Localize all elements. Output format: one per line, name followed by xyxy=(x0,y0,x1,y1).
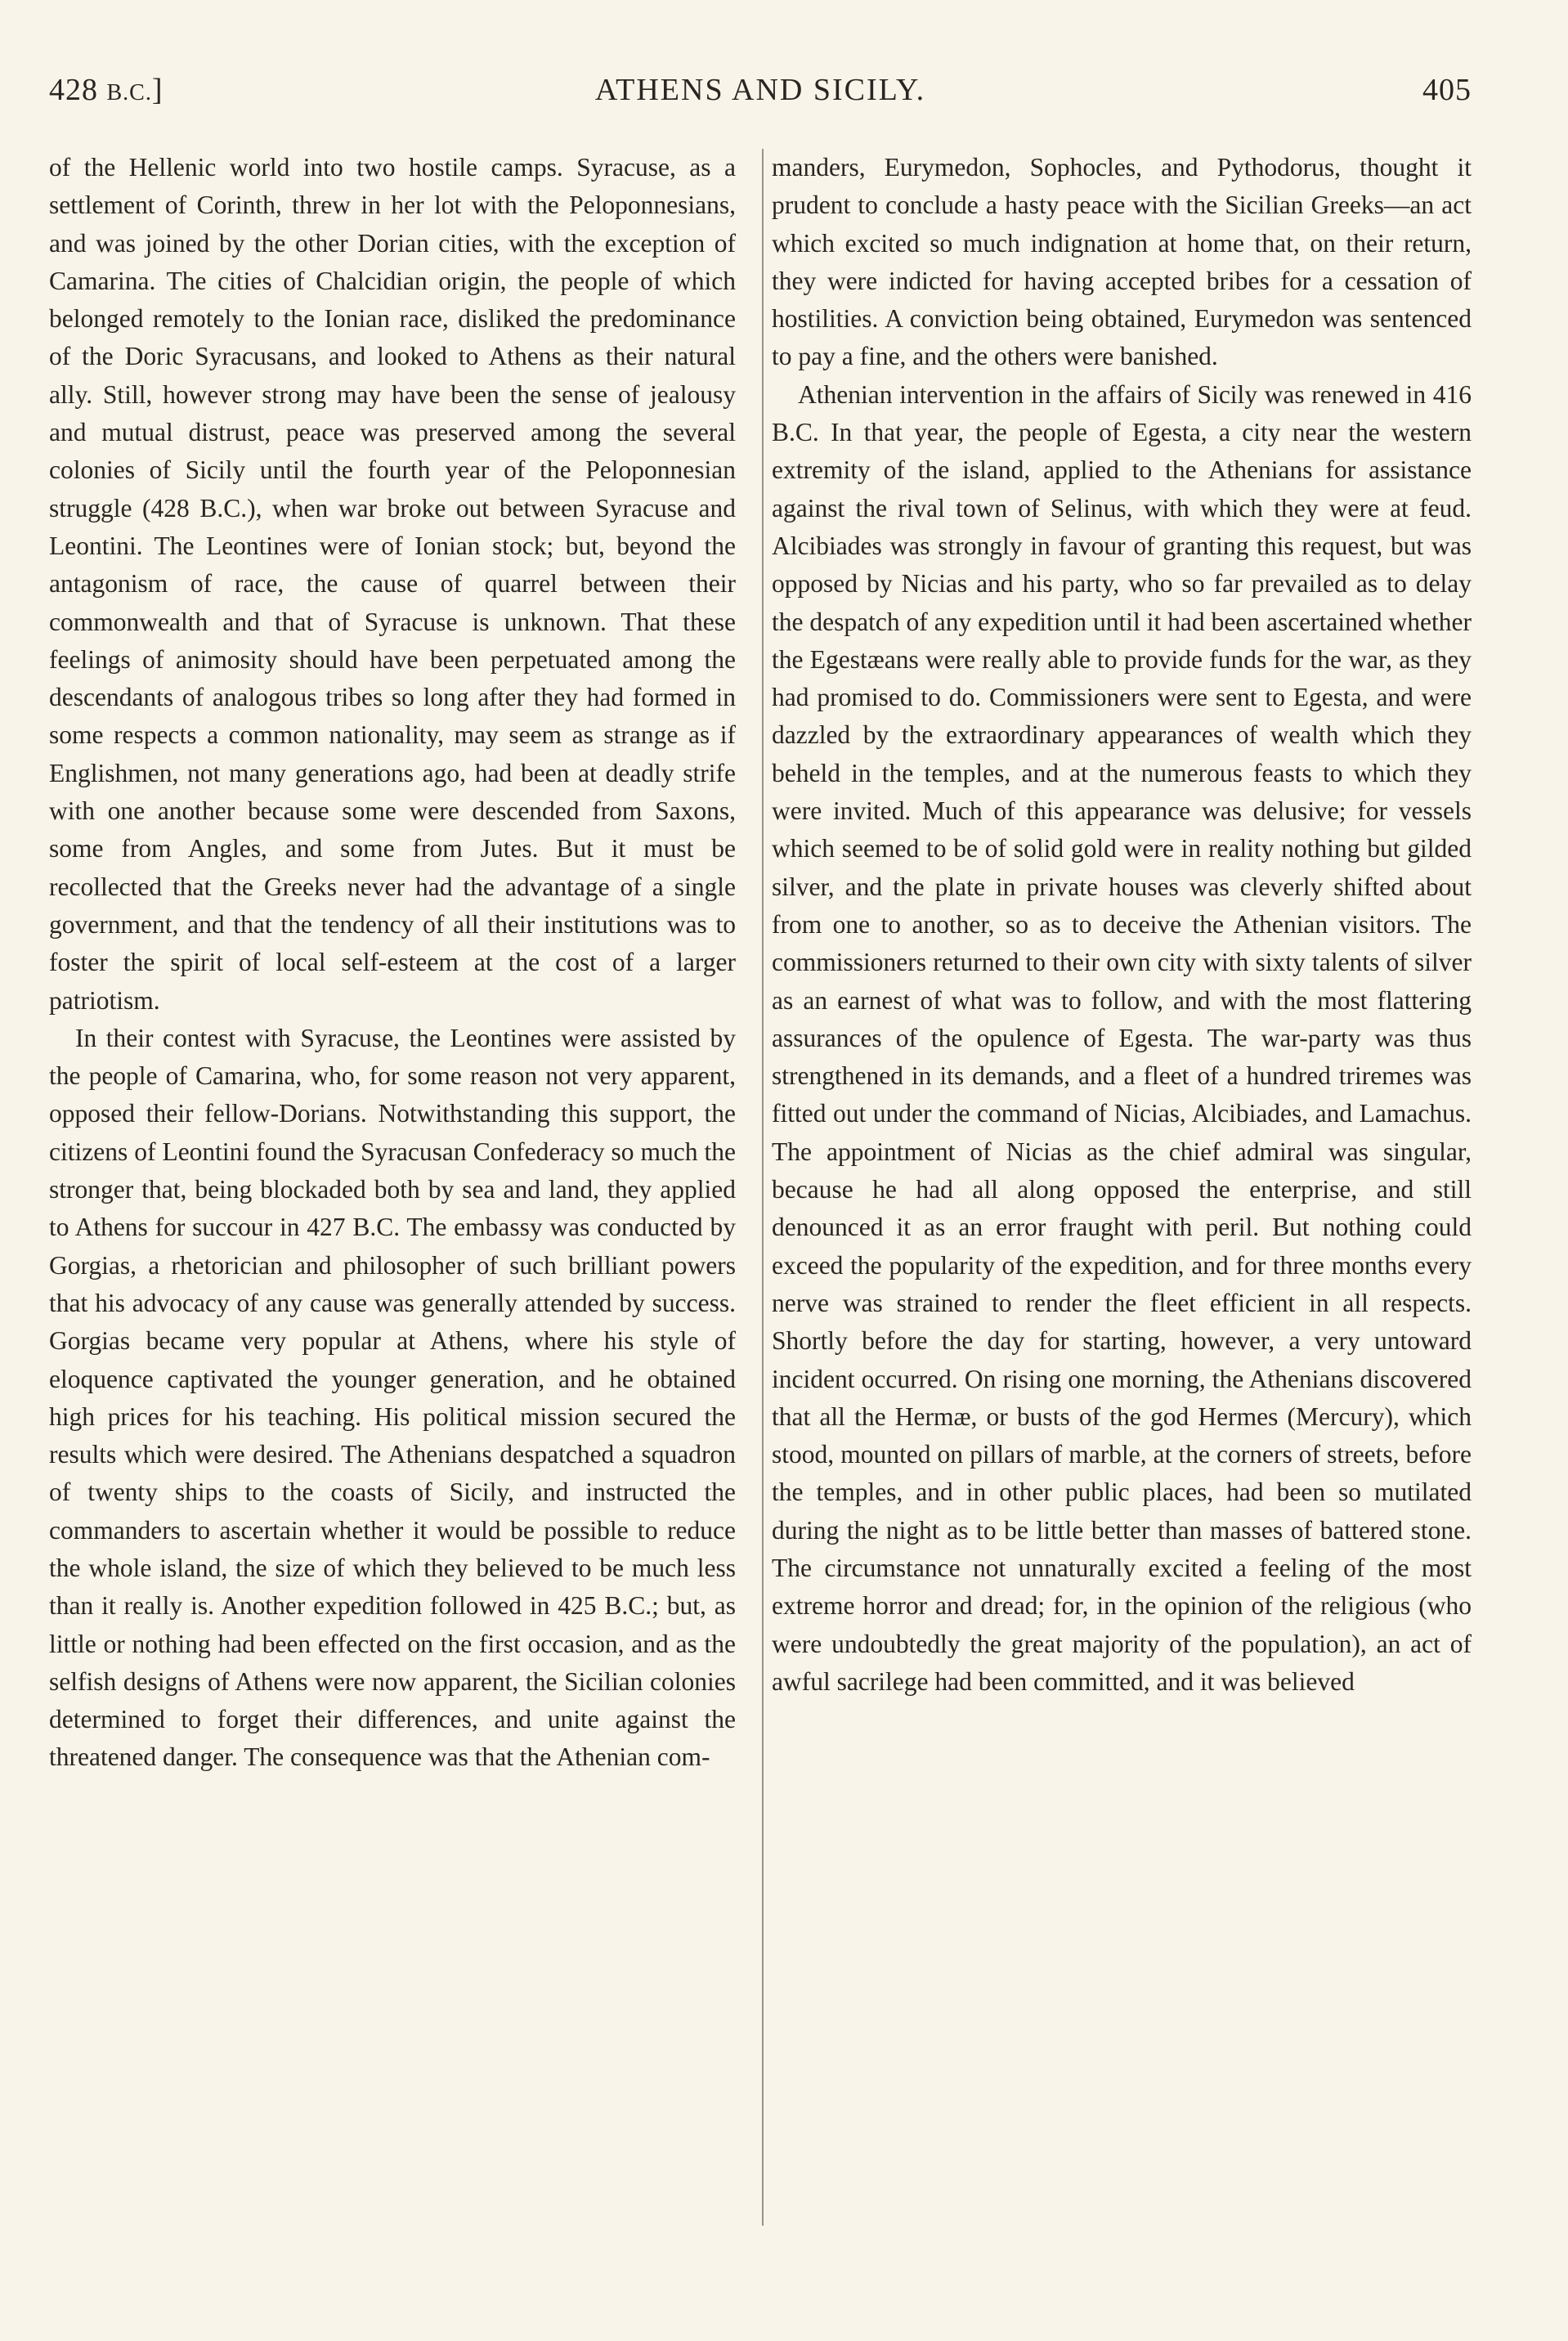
column-divider xyxy=(762,149,764,2226)
right-paragraph-1: manders, Eurymedon, Sophocles, and Pythodorus, thought it prudent to conclude a hasty peace with the Sicilian Greeks—an act which excited so much indignation at home that, on their return, they were indicted for having accepted bribes for a cessation of hostilities. A conviction being obtained, Eurymedon was sentenced to pay a fine, and the others were banished. xyxy=(772,153,1472,371)
left-paragraph-1: of the Hellenic world into two hostile camps. Syracuse, as a settlement of Corinth, threw in her lot with the Peloponnesians, and was joined by the other Dorian cities, with the exception of Camarina. The cities of Chalcidian origin, the people of which belonged remotely to the Ionian race, disliked the predominance of the Doric Syracusans, and looked to Athens as their natural ally. Still, however strong may have been the sense of jealousy and mutual distrust, peace was preserved among the several colonies of Sicily until the fourth year of the Peloponnesian struggle (428 B.C.), when war broke out between Syracuse and Leontini. The Leontines were of Ionian stock; but, beyond the antagonism of race, the cause of quarrel between their commonwealth and that of Syracuse is unknown. That these feelings of animosity should have been perpetuated among the descendants of analogous tribes so long after they had formed in some respects a common nationality, may seem as strange as if Englishmen, not many generations ago, had been at deadly strife with one another because some were descended from Saxons, some from Angles, and some from Jutes. But it must be recollected that the Greeks never had the advantage of a single government, and that the tendency of all their institutions was to foster the spirit of local self-esteem at the cost of a larger patriotism. xyxy=(49,153,736,1015)
page-number: 405 xyxy=(1422,73,1472,107)
running-head-title: ATHENS AND SICILY. xyxy=(594,73,926,107)
right-paragraph-2: Athenian intervention in the affairs of Sicily was renewed in 416 B.C. In that year, the people of Egesta, a city near the western extremity of the island, applied to the Athenians for assistance against the rival town of Selinus, with which they were at feud. Alcibiades was strongly in favour of granting this request, but was opposed by Nicias and his party, who so far prevailed as to delay the despatch of any expedition until it had been ascertained whether the Egestæans were really able to provide funds for the war, as they had promised to do. Commissioners were sent to Egesta, and were dazzled by the extraordinary appearances of wealth which they beheld in the temples, and at the numerous feasts to which they were invited. Much of this appearance was delusive; for vessels which seemed to be of solid gold were in reality nothing but gilded silver, and the plate in private houses was cleverly shifted about from one to another, so as to deceive the Athenian visitors. The commissioners returned to their own city with sixty talents of silver as an earnest of what was to follow, and with the most flattering assurances of the opulence of Egesta. The war-party was thus strengthened in its demands, and a fleet of a hundred triremes was fitted out under the command of Nicias, Alcibiades, and Lamachus. The appointment of Nicias as the chief admiral was singular, because he had all along opposed the enterprise, and still denounced it as an error fraught with peril. But nothing could exceed the popularity of the expedition, and for three months every nerve was strained to render the fleet efficient in all respects. Shortly before the day for starting, however, a very untoward incident occurred. On rising one morning, the Athenians discovered that all the Hermæ, or busts of the god Hermes (Mercury), which stood, mounted on pillars of marble, at the corners of streets, before the temples, and in other public places, had been so mutilated during the night as to be little better than masses of battered stone. The circumstance not unnaturally excited a feeling of the most extreme horror and dread; for, in the opinion of the religious (who were undoubtedly the great majority of the population), an act of awful sacrilege had been committed, and it was believed xyxy=(772,379,1472,1696)
running-head-era: B.C. xyxy=(106,80,152,105)
text-columns xyxy=(49,149,1472,2275)
running-head-year: 428 xyxy=(49,73,98,107)
left-paragraph-2: In their contest with Syracuse, the Leontines were assisted by the people of Camarina, who, for some reason not very apparent, opposed their fellow-Dorians. Notwithstanding this support, the citizens of Leontini found the Syracusan Confederacy so much the stronger that, being blockaded both by sea and land, they applied to Athens for succour in 427 B.C. The embassy was conducted by Gorgias, a rhetorician and philosopher of such brilliant powers that his advocacy of any cause was generally attended by success. Gorgias became very popular at Athens, where his style of eloquence captivated the younger generation, and he obtained high prices for his teaching. His political mission secured the results which were desired. The Athenians despatched a squadron of twenty ships to the coasts of Sicily, and instructed the commanders to ascertain whether it would be possible to reduce the whole island, the size of which they believed to be much less than it really is. Another expedition followed in 425 B.C.; but, as little or nothing had been effected on the first occasion, and as the selfish designs of Athens were now apparent, the Sicilian colonies determined to forget their differences, and unite against the threatened danger. The consequence was that the Athenian com- xyxy=(49,1023,736,1772)
running-head xyxy=(49,72,1472,121)
running-head-bracket: ] xyxy=(151,73,164,107)
left-column xyxy=(49,149,736,1777)
right-column xyxy=(772,149,1472,1701)
